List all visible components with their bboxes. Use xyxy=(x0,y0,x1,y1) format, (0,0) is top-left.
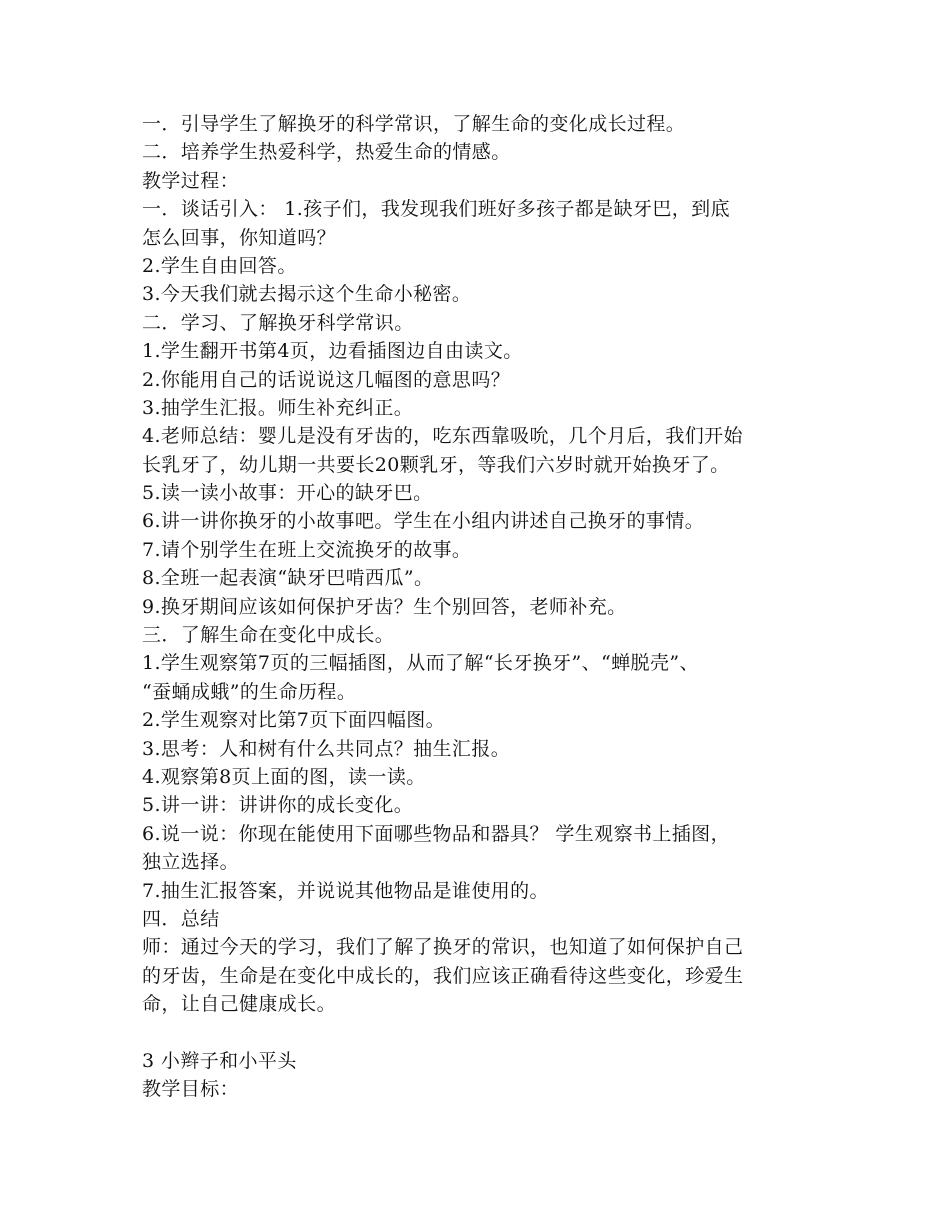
text-line: 一．谈话引入： 1.孩子们，我发现我们班好多孩子都是缺牙巴，到底 xyxy=(142,198,730,221)
text-line: 4.观察第8页上面的图，读一读。 xyxy=(142,765,426,788)
text-line: 教学目标： xyxy=(142,1078,240,1101)
text-line: 4.老师总结：婴儿是没有牙齿的，吃东西靠吸吮，几个月后，我们开始 xyxy=(142,425,743,448)
text-line: 怎么回事，你知道吗？ xyxy=(142,226,337,249)
text-line: 二．培养学生热爱科学，热爱生命的情感。 xyxy=(142,141,511,164)
document-body xyxy=(142,110,822,1104)
text-line: 5.读一读小故事：开心的缺牙巴。 xyxy=(142,482,433,505)
text-line: 师：通过今天的学习，我们了解了换牙的常识，也知道了如何保护自己 xyxy=(142,936,744,959)
text-line: 1.学生观察第7页的三幅插图，从而了解“长牙换牙”、“蝉脱壳”、 xyxy=(142,652,699,675)
blank-line xyxy=(142,1019,822,1047)
text-line: 独立选择。 xyxy=(142,851,240,874)
text-line: “蚕蛹成蛾”的生命历程。 xyxy=(142,680,357,703)
text-line: 3.今天我们就去揭示这个生命小秘密。 xyxy=(142,283,472,306)
text-line: 5.讲一讲：讲讲你的成长变化。 xyxy=(142,794,414,817)
text-line: 3.抽学生汇报。师生补充纠正。 xyxy=(142,396,414,419)
text-line: 的牙齿，生命是在变化中成长的，我们应该正确看待这些变化，珍爱生 xyxy=(142,964,744,987)
text-line: 1.学生翻开书第4页，边看插图边自由读文。 xyxy=(142,340,523,363)
text-line: 8.全班一起表演“缺牙巴啃西瓜”。 xyxy=(142,567,434,590)
text-line: 四．总结 xyxy=(142,907,220,930)
text-line: 二．学习、了解换牙科学常识。 xyxy=(142,311,414,334)
text-line: 一．引导学生了解换牙的科学常识，了解生命的变化成长过程。 xyxy=(142,113,686,135)
text-line: 2.学生自由回答。 xyxy=(142,254,297,277)
text-line: 长乳牙了，幼儿期一共要长20颗乳牙，等我们六岁时就开始换牙了。 xyxy=(142,453,730,476)
text-line: 2.你能用自己的话说说这几幅图的意思吗？ xyxy=(142,368,511,391)
text-line: 9.换牙期间应该如何保护牙齿？生个别回答，老师补充。 xyxy=(142,595,627,618)
text-line: 2.学生观察对比第7页下面四幅图。 xyxy=(142,709,446,732)
text-line: 7.请个别学生在班上交流换牙的故事。 xyxy=(142,538,472,561)
section-title: 3 小辫子和小平头 xyxy=(142,1049,297,1072)
text-line: 3.思考：人和树有什么共同点？抽生汇报。 xyxy=(142,737,511,760)
text-line: 7.抽生汇报答案，并说说其他物品是谁使用的。 xyxy=(142,879,549,902)
text-line: 三．了解生命在变化中成长。 xyxy=(142,624,395,647)
text-line: 6.说一说：你现在能使用下面哪些物品和器具？ 学生观察书上插图， xyxy=(142,822,730,845)
text-line: 教学过程： xyxy=(142,169,240,192)
text-line: 命，让自己健康成长。 xyxy=(142,993,337,1016)
text-line: 6.讲一讲你换牙的小故事吧。学生在小组内讲述自己换牙的事情。 xyxy=(142,510,705,533)
